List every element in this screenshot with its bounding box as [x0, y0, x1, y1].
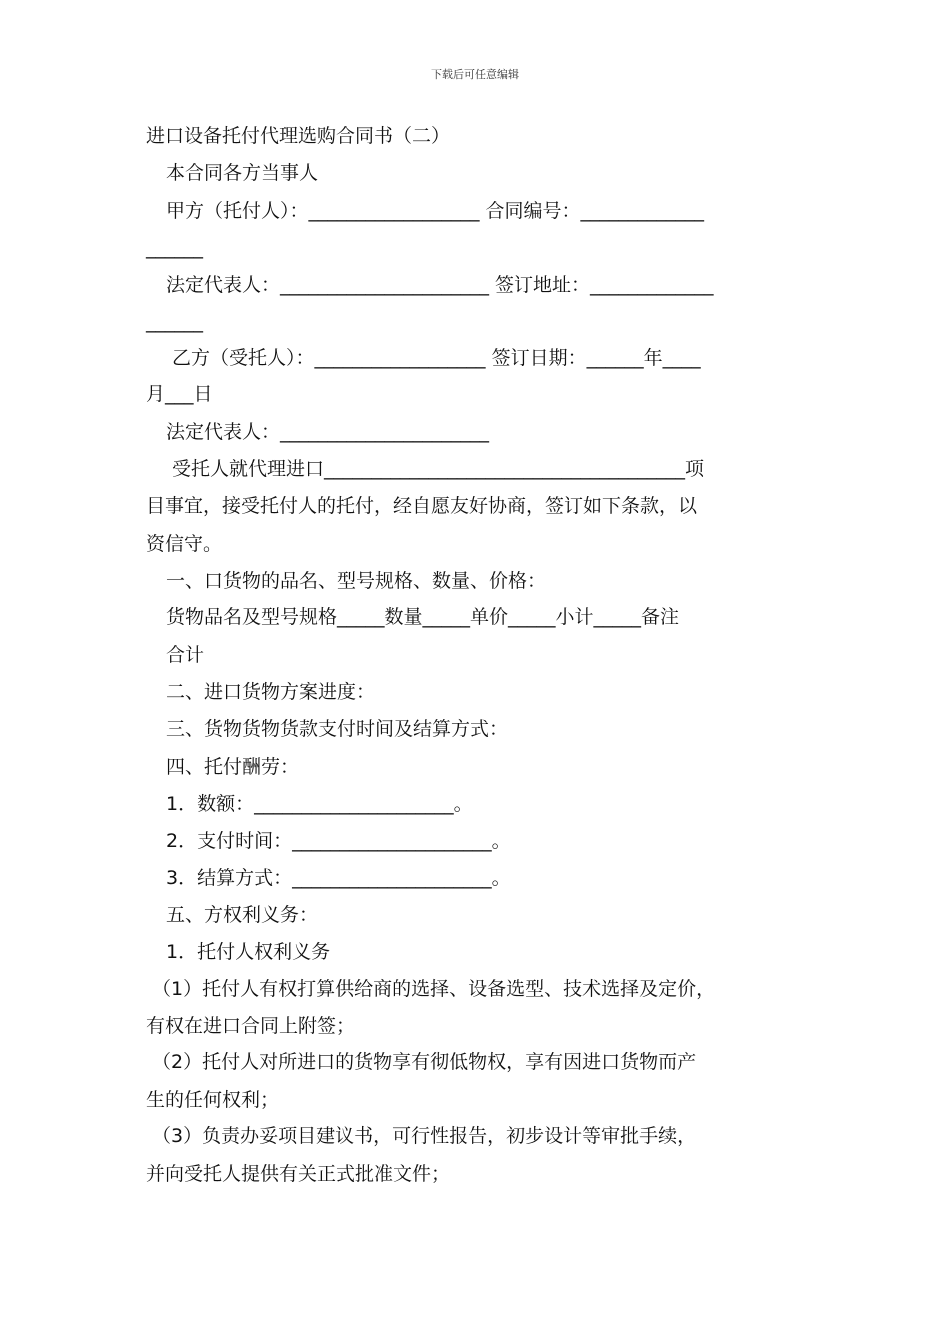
text-line: 目事宜，接受托付人的托付，经自愿友好协商，签订如下条款，以 [146, 495, 698, 517]
text-line: 一、口货物的品名、型号规格、数量、价格： [166, 570, 547, 592]
text-line: （2）托付人对所进口的货物享有彻低物权，享有因进口货物而产 [146, 1051, 697, 1073]
text-line: 货物品名及型号规格_____数量_____单价_____小计_____备注 [166, 606, 680, 628]
text-line: 资信守。 [146, 533, 223, 555]
text-line: 1．数额：_____________________。 [166, 793, 473, 815]
text-line: 本合同各方当事人 [166, 162, 319, 184]
text-line: 合计 [166, 644, 205, 666]
text-line: 2．支付时间：_____________________。 [166, 830, 511, 852]
text-line: 乙方（受托人）：__________________ 签订日期：______年____ [166, 347, 701, 369]
text-line: 法定代表人：______________________ [166, 421, 490, 443]
text-line: 有权在进口合同上附签； [146, 1015, 356, 1037]
text-line: ______ [146, 237, 203, 259]
text-line: 3．结算方式：_____________________。 [166, 867, 511, 889]
text-line: 月___日 [146, 383, 213, 405]
text-line: 1．托付人权利义务 [166, 941, 331, 963]
text-line: 三、货物货物货款支付时间及结算方式： [166, 718, 509, 740]
text-line: 四、托付酬劳： [166, 756, 300, 778]
text-line: 二、进口货物方案进度： [166, 681, 376, 703]
text-line: （3）负责办妥项目建议书，可行性报告，初步设计等审批手续， [146, 1125, 697, 1147]
text-line: 五、方权利义务： [166, 904, 319, 926]
document-title: 进口设备托付代理选购合同书（二） [146, 125, 451, 147]
text-line: ______ [146, 311, 203, 333]
text-line: 受托人就代理进口______________________________________项 [166, 458, 705, 480]
text-line: 生的任何权利； [146, 1089, 280, 1111]
page-header: 下载后可任意编辑 [431, 68, 519, 81]
text-line: 甲方（托付人）：__________________ 合同编号：_____________ [166, 200, 705, 222]
text-line: （1）托付人有权打算供给商的选择、设备选型、技术选择及定价， [146, 978, 716, 1000]
text-line: 并向受托人提供有关正式批准文件； [146, 1163, 451, 1185]
text-line: 法定代表人：______________________ 签订地址：_____________ [166, 274, 714, 296]
